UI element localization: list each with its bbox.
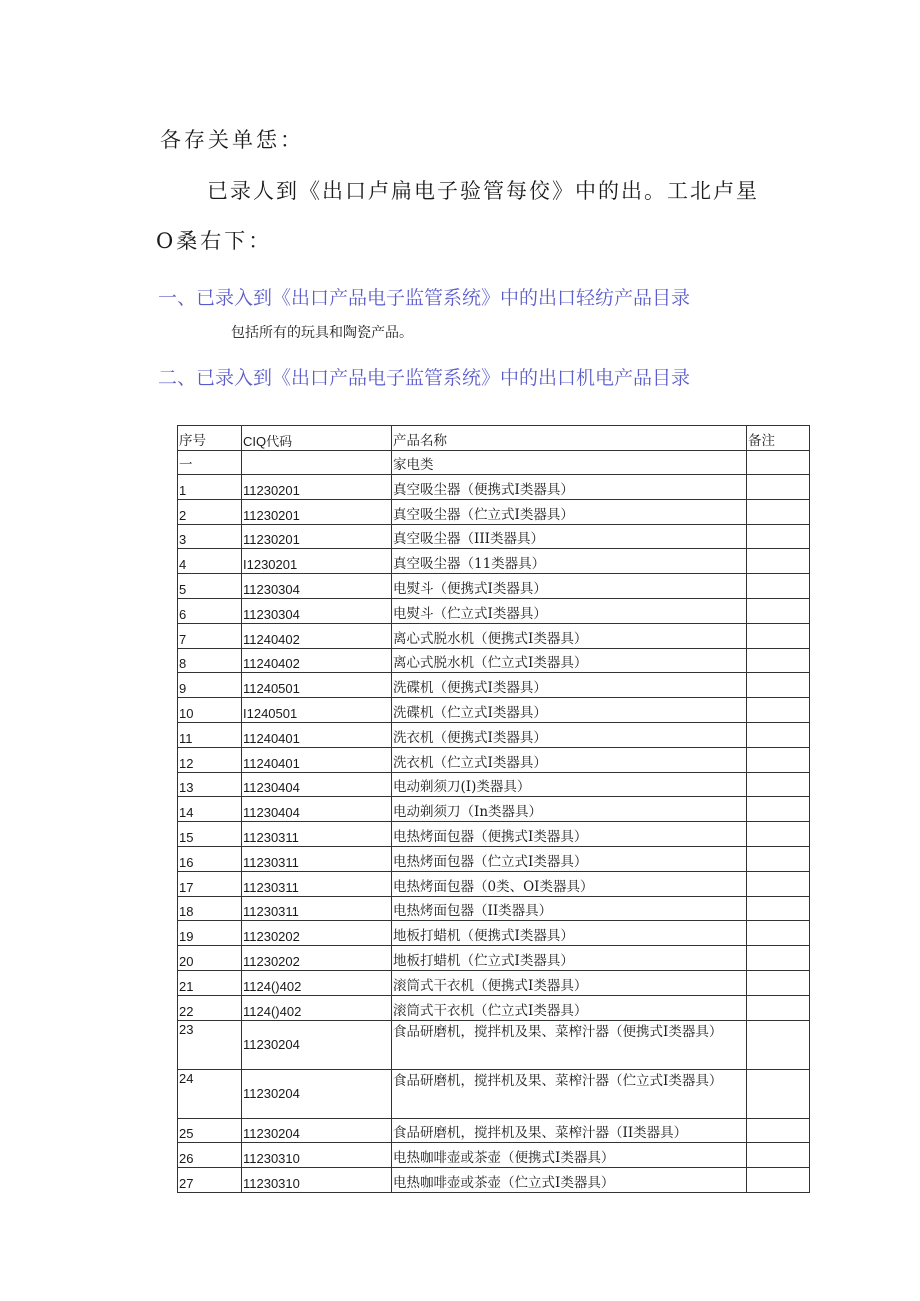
row-code: 11230204 [242,1020,392,1069]
row-name: 地板打蜡机（伫立式Ⅰ类器具） [392,946,747,971]
table-header-row [178,426,810,451]
row-remark [747,722,810,747]
row-code: 11240401 [242,722,392,747]
row-seq: 1 [178,475,242,500]
row-code: 1124()402 [242,970,392,995]
table-row [178,970,810,995]
row-seq: 17 [178,871,242,896]
row-remark [747,1168,810,1193]
row-name: 电热烤面包器（便携式Ⅰ类器具） [392,822,747,847]
row-code: 11230311 [242,896,392,921]
row-code: 11230201 [242,475,392,500]
row-remark [747,574,810,599]
product-table [177,425,810,1193]
row-code: 11230201 [242,499,392,524]
row-remark [747,822,810,847]
row-seq: 6 [178,598,242,623]
row-code: 11230304 [242,598,392,623]
row-code: 11230311 [242,822,392,847]
section-2-heading: 二、已录入到《出口产品电子监管系统》中的出口机电产品目录 [158,367,691,389]
row-name: 滚筒式干衣机（便携式Ⅰ类器具） [392,970,747,995]
table-row [178,722,810,747]
table-row [178,1069,810,1118]
table-row [178,598,810,623]
row-remark [747,623,810,648]
row-name: 离心式脱水机（便携式Ⅰ类器具） [392,623,747,648]
row-code: 11230204 [242,1118,392,1143]
row-seq: 15 [178,822,242,847]
row-name: 真空吸尘器（伫立式Ⅰ类器具） [392,499,747,524]
row-code: 1124()402 [242,995,392,1020]
row-seq: 3 [178,524,242,549]
row-name: 地板打蜡机（便携式Ⅰ类器具） [392,921,747,946]
row-seq: 24 [178,1069,242,1118]
row-remark [747,846,810,871]
row-name: 电热咖啡壶或茶壶（伫立式Ⅰ类器具） [392,1168,747,1193]
section-1-heading: 一、已录入到《出口产品电子监管系统》中的出口轻纺产品目录 [158,287,691,309]
row-code: 11230202 [242,921,392,946]
table-row [178,871,810,896]
row-code: 11230202 [242,946,392,971]
header-name: 产品名称 [392,426,747,451]
row-name: 电熨斗（伫立式Ⅰ类器具） [392,598,747,623]
row-remark [747,648,810,673]
row-seq: 11 [178,722,242,747]
category-seq: 一 [178,451,242,475]
row-seq: 16 [178,846,242,871]
table-row [178,698,810,723]
intro-line-2: 已录人到《出口卢扁电子验管每佼》中的出。工北卢星 [207,179,759,203]
row-name: 电热烤面包器（伫立式Ⅰ类器具） [392,846,747,871]
row-code: 11230404 [242,772,392,797]
row-name: 电熨斗（便携式Ⅰ类器具） [392,574,747,599]
row-name: 洗衣机（伫立式Ⅰ类器具） [392,747,747,772]
row-seq: 26 [178,1143,242,1168]
row-remark [747,499,810,524]
row-name: 滚筒式干衣机（伫立式Ⅰ类器具） [392,995,747,1020]
row-seq: 10 [178,698,242,723]
row-code: 11230304 [242,574,392,599]
row-name: 真空吸尘器（III类器具） [392,524,747,549]
row-code: 11240402 [242,648,392,673]
row-seq: 20 [178,946,242,971]
row-code: 11230404 [242,797,392,822]
table-row [178,524,810,549]
row-remark [747,1143,810,1168]
row-remark [747,946,810,971]
table-row [178,1168,810,1193]
row-code: 11240401 [242,747,392,772]
table-row [178,921,810,946]
header-code: CIQ代码 [242,426,392,451]
table-row [178,995,810,1020]
row-code: 11240501 [242,673,392,698]
row-seq: 23 [178,1020,242,1069]
row-code: 11240402 [242,623,392,648]
row-code: 11230311 [242,846,392,871]
section-1-note: 包括所有的玩具和陶瓷产品。 [231,325,413,341]
table-row [178,648,810,673]
row-code: 11230201 [242,524,392,549]
row-remark [747,1118,810,1143]
table-row [178,772,810,797]
row-remark [747,995,810,1020]
table-row [178,1143,810,1168]
row-seq: 5 [178,574,242,599]
row-name: 食品研磨机，搅拌机及果、菜榨汁器（便携式Ⅰ类器具） [392,1020,747,1069]
row-remark [747,524,810,549]
row-remark [747,1069,810,1118]
row-seq: 19 [178,921,242,946]
intro-line-3: O桑右下： [156,229,273,253]
table-row [178,846,810,871]
table-row [178,822,810,847]
row-name: 电热烤面包器（0类、OI类器具） [392,871,747,896]
table-row [178,1020,810,1069]
row-seq: 14 [178,797,242,822]
row-remark [747,598,810,623]
row-name: 真空吸尘器（11类器具） [392,549,747,574]
row-seq: 2 [178,499,242,524]
row-name: 食品研磨机，搅拌机及果、菜榨汁器（II类器具） [392,1118,747,1143]
row-seq: 12 [178,747,242,772]
row-code: I1230201 [242,549,392,574]
row-remark [747,797,810,822]
row-remark [747,896,810,921]
row-remark [747,698,810,723]
row-name: 离心式脱水机（伫立式Ⅰ类器具） [392,648,747,673]
category-name: 家电类 [392,451,747,475]
row-remark [747,921,810,946]
row-remark [747,475,810,500]
row-name: 食品研磨机，搅拌机及果、菜榨汁器（伫立式Ⅰ类器具） [392,1069,747,1118]
table-row [178,747,810,772]
row-remark [747,970,810,995]
row-name: 洗碟机（伫立式Ⅰ类器具） [392,698,747,723]
table-row [178,574,810,599]
row-seq: 7 [178,623,242,648]
row-remark [747,1020,810,1069]
table-row [178,499,810,524]
category-remark [747,451,810,475]
row-name: 洗衣机（便携式Ⅰ类器具） [392,722,747,747]
header-remark: 备注 [747,426,810,451]
table-row [178,797,810,822]
row-name: 洗碟机（便携式Ⅰ类器具） [392,673,747,698]
row-code: I1240501 [242,698,392,723]
row-code: 11230310 [242,1143,392,1168]
row-code: 11230311 [242,871,392,896]
table-row [178,1118,810,1143]
row-seq: 21 [178,970,242,995]
row-remark [747,673,810,698]
header-seq: 序号 [178,426,242,451]
intro-line-1: 各存关单恁： [160,128,304,152]
row-name: 电热咖啡壶或茶壶（便携式Ⅰ类器具） [392,1143,747,1168]
table-row [178,475,810,500]
row-seq: 13 [178,772,242,797]
row-remark [747,549,810,574]
row-seq: 4 [178,549,242,574]
row-seq: 25 [178,1118,242,1143]
row-seq: 9 [178,673,242,698]
table-row [178,896,810,921]
row-name: 电热烤面包器（II类器具） [392,896,747,921]
row-name: 电动剃须刀（In类器具） [392,797,747,822]
row-remark [747,747,810,772]
category-code [242,451,392,475]
table-row [178,549,810,574]
row-seq: 8 [178,648,242,673]
table-row [178,673,810,698]
row-remark [747,772,810,797]
row-code: 11230310 [242,1168,392,1193]
row-seq: 22 [178,995,242,1020]
row-name: 电动剃须刀(I)类器具） [392,772,747,797]
category-row [178,451,810,475]
table-row [178,623,810,648]
row-code: 11230204 [242,1069,392,1118]
row-remark [747,871,810,896]
row-seq: 18 [178,896,242,921]
table-row [178,946,810,971]
row-name: 真空吸尘器（便携式Ⅰ类器具） [392,475,747,500]
row-seq: 27 [178,1168,242,1193]
